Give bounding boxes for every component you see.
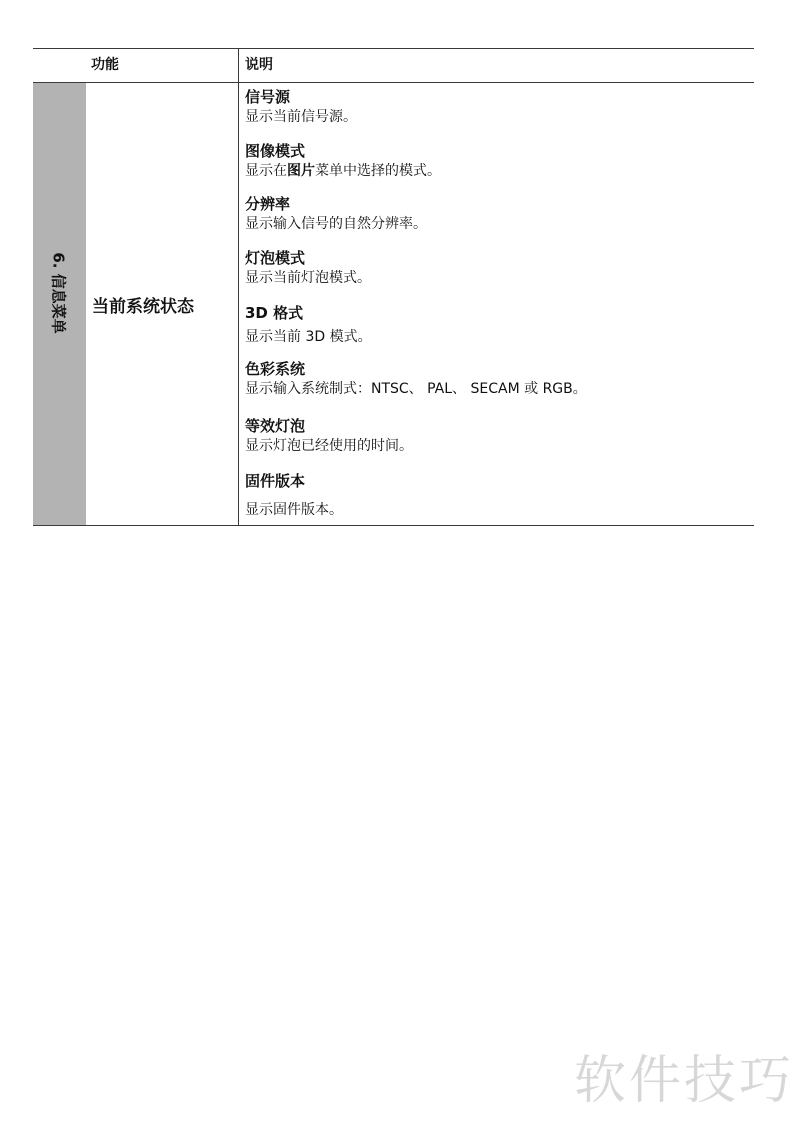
item-title: 信号源	[245, 88, 291, 106]
item-description: 显示当前灯泡模式。	[245, 270, 371, 286]
item-title: 灯泡模式	[245, 249, 306, 267]
item-description: 显示当前 3D 模式。	[245, 329, 372, 345]
item-equivalent-lamp-hours	[245, 416, 413, 456]
item-description: 显示当前信号源。	[245, 109, 357, 125]
item-title: 图像模式	[245, 142, 306, 160]
menu-tab-label: 6. 信息菜单	[49, 252, 68, 334]
item-description-text: 菜单中选择的模式。	[315, 163, 441, 179]
table-row-system-status	[33, 83, 754, 525]
item-description: 显示灯泡已经使用的时间。	[245, 438, 413, 454]
table-header-row	[33, 49, 754, 83]
item-resolution	[245, 194, 427, 234]
item-picture-mode	[245, 141, 441, 181]
function-name: 当前系统状态	[92, 297, 194, 317]
item-input-source	[245, 87, 357, 127]
column-header-function: 功能	[91, 57, 119, 73]
item-title: 等效灯泡	[245, 417, 306, 435]
item-description-text: 显示在	[245, 163, 287, 179]
item-title: 分辨率	[245, 195, 291, 213]
item-lamp-mode	[245, 248, 371, 288]
item-description	[245, 161, 441, 181]
item-title: 色彩系统	[245, 360, 306, 378]
item-firmware-version	[245, 471, 343, 520]
function-description-table	[33, 48, 754, 526]
column-divider	[238, 83, 239, 525]
item-color-system	[245, 359, 587, 399]
description-cell	[245, 83, 750, 525]
item-title: 3D 格式	[245, 304, 304, 322]
item-title: 固件版本	[245, 472, 306, 490]
item-description: 显示输入信号的自然分辨率。	[245, 216, 427, 232]
item-description: 显示输入系统制式：NTSC、 PAL、 SECAM 或 RGB。	[245, 381, 587, 397]
watermark: 软件技巧	[573, 1051, 794, 1111]
function-cell	[86, 83, 238, 525]
item-description-menu-name: 图片	[287, 163, 315, 179]
item-description: 显示固件版本。	[245, 502, 343, 518]
item-3d-format	[245, 303, 372, 347]
menu-tab-info	[33, 83, 86, 525]
column-divider	[238, 49, 239, 82]
column-header-description: 说明	[245, 57, 273, 73]
